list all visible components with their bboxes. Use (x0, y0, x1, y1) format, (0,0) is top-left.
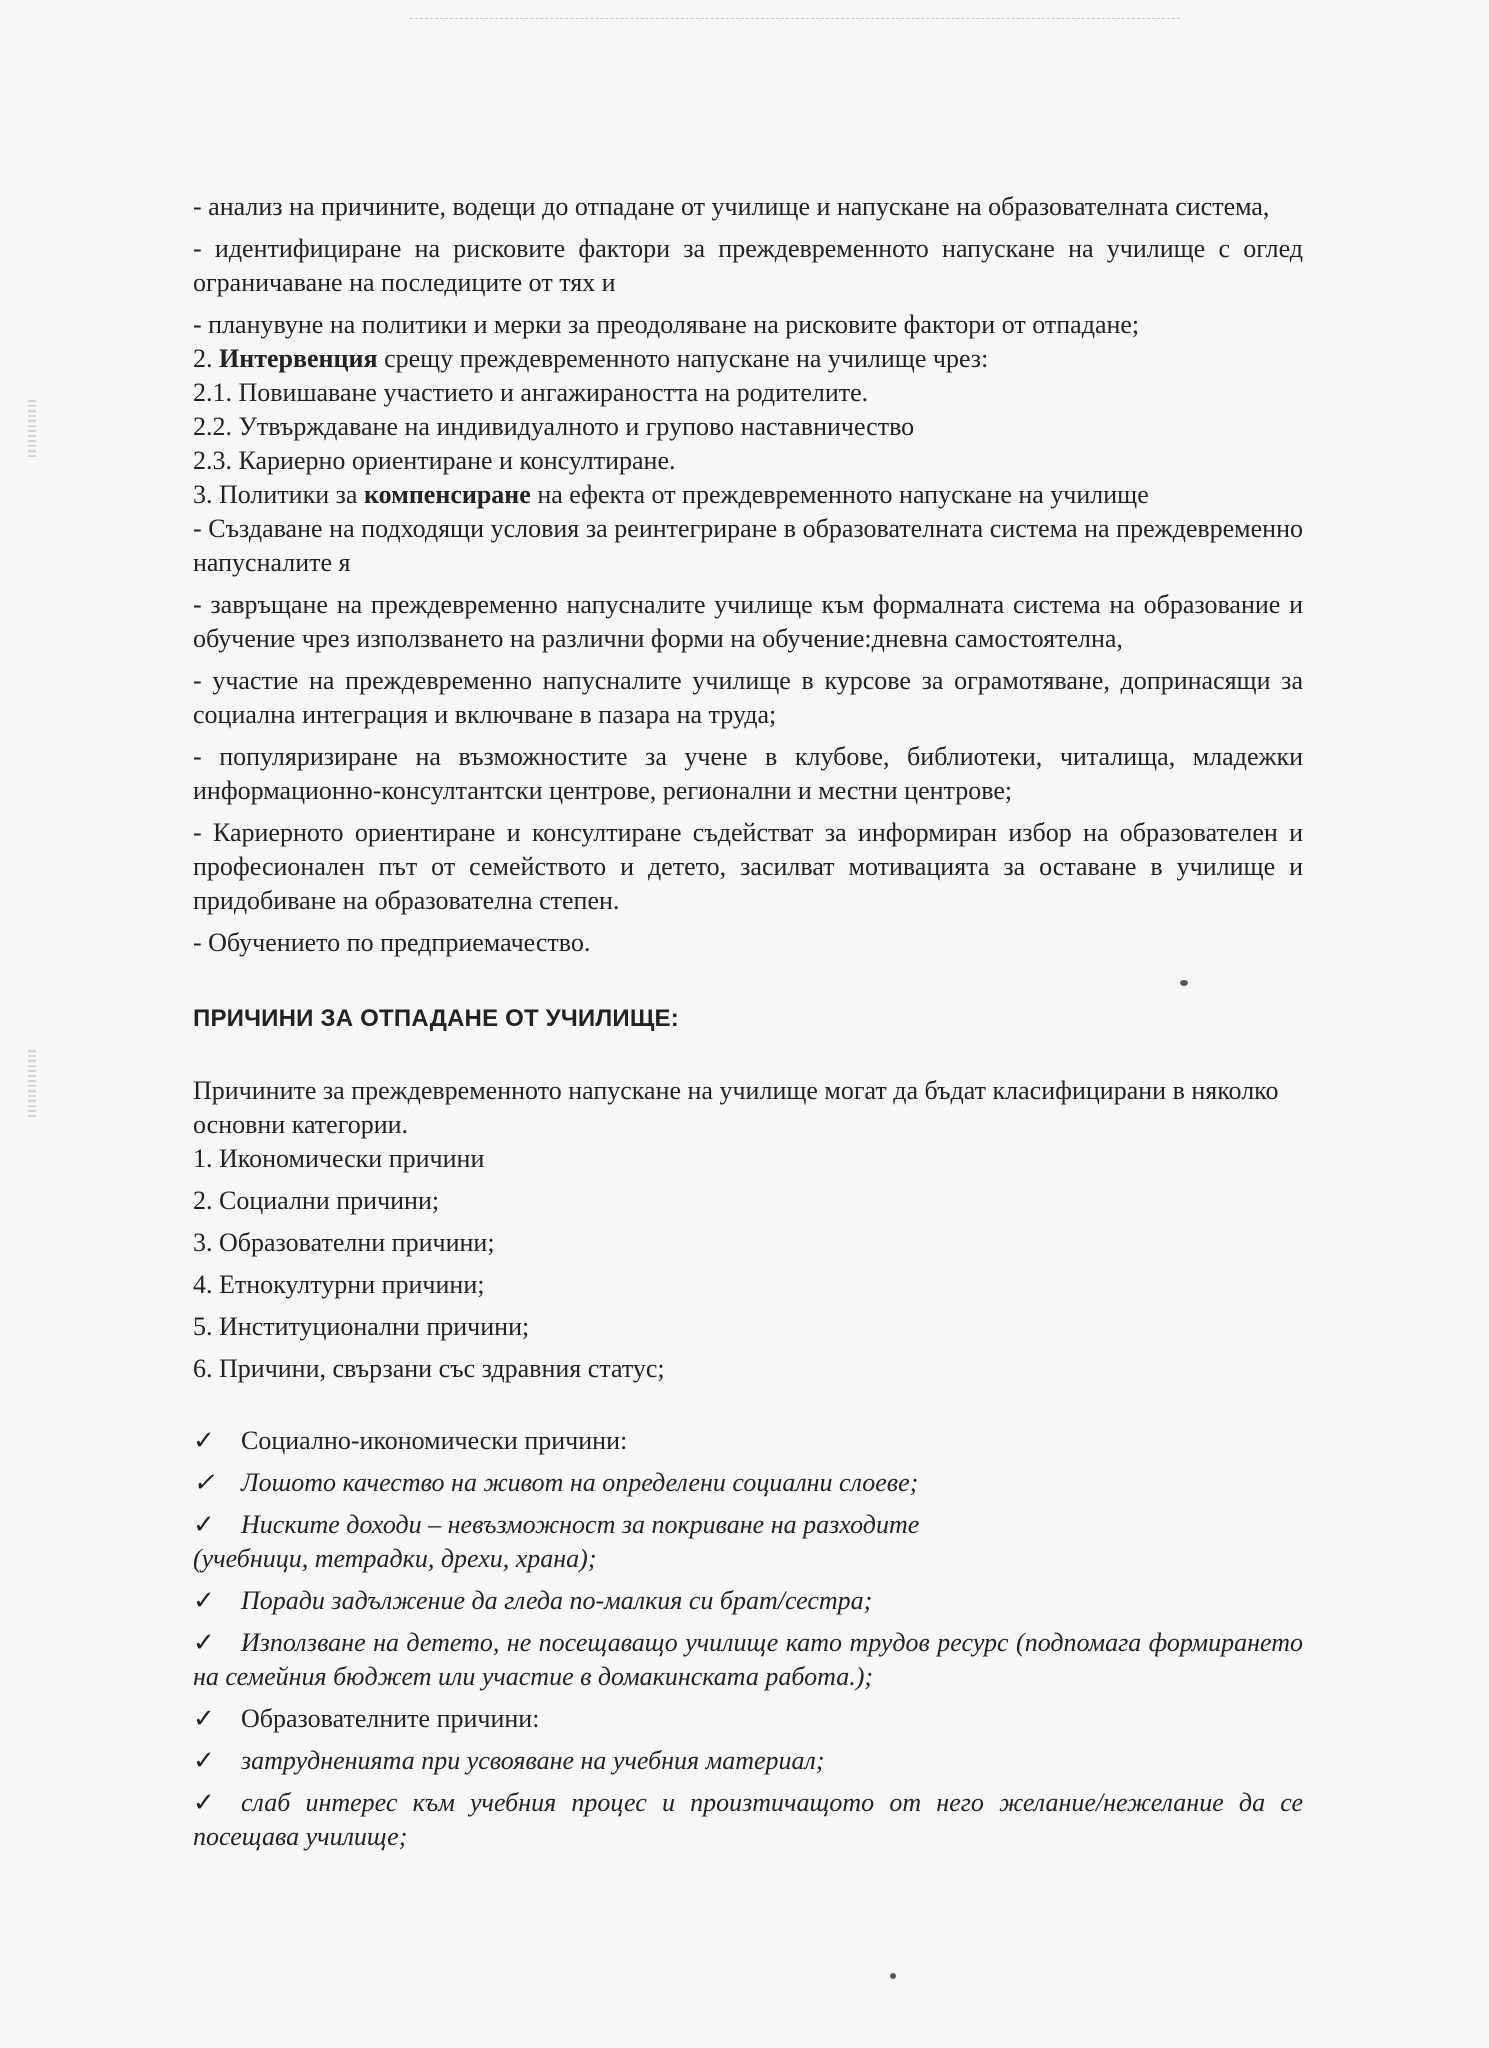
scan-edge-mark (28, 1050, 36, 1120)
scan-edge-mark (28, 400, 36, 460)
category-item: 6. Причини, свързани със здравния статус; (193, 1354, 665, 1383)
section-heading: ПРИЧИНИ ЗА ОТПАДАНЕ ОТ УЧИЛИЩЕ: (193, 1005, 679, 1032)
scan-speck (890, 1973, 896, 1979)
checkmark-icon: ✓ (193, 1788, 215, 1817)
paragraph: - участие на преждевременно напусналите училище в курсове за ограмотяване, допринасящи за социална интеграция и включване в пазара на труда; (193, 666, 1303, 729)
checkmark-icon: ✓ (193, 1628, 215, 1657)
checkmark-icon: ✓ (193, 1426, 215, 1455)
checklist-item: ✓ Лошото качество на живот на определени социални слоеве; (193, 1466, 1303, 1500)
document-body (193, 190, 1303, 1862)
paragraph: - Създаване на подходящи условия за реинтегриране в образователната система на преждевременно напусналите я (193, 514, 1303, 577)
checkmark-icon: ✓ (193, 1704, 215, 1733)
paragraph: - популяризиране на възможностите за учене в клубове, библиотеки, читалища, младежки информационно-консултантски центрове, регионални и местни центрове; (193, 742, 1303, 805)
checklist-continuation: (учебници, тетрадки, дрехи, храна); (193, 1544, 597, 1573)
checkmark-icon: ✓ (193, 1746, 215, 1775)
category-item: 5. Институционални причини; (193, 1312, 530, 1341)
category-item: 2. Социални причини; (193, 1186, 440, 1215)
checkmark-icon: ✓ (193, 1586, 215, 1615)
checklist-item: ✓ Поради задължение да гледа по-малкия си брат/сестра; (193, 1584, 1303, 1618)
paragraph: - планувуне на политики и мерки за преодоляване на рисковите фактори от отпадане; (193, 310, 1140, 339)
intervention-line: 2. Интервенция срещу преждевременното напускане на училище чрез: (193, 344, 989, 373)
paragraph: - Кариерното ориентиране и консултиране съдействат за информиран избор на образователен и професионален път от семейството и детето, засилват мотивацията за оставане в училище и придобиване на образователна степен. (193, 818, 1303, 915)
paragraph: - анализ на причините, водещи до отпадане от училище и напускане на образователната система, (193, 192, 1270, 221)
checkmark-icon: ✓ (193, 1510, 215, 1539)
scan-top-edge (410, 18, 1180, 19)
list-item: 2.1. Повишаване участието и ангажираността на родителите. (193, 378, 869, 407)
paragraph: - завръщане на преждевременно напусналите училище към формалната система на образование и обучение чрез използването на различни форми на обучение:дневна самостоятелна, (193, 590, 1303, 653)
category-item: 4. Етнокултурни причини; (193, 1270, 485, 1299)
checklist-item: ✓ Ниските доходи – невъзможност за покриване на разходите (193, 1508, 1303, 1542)
checklist-item: ✓ Социално-икономически причини: (193, 1424, 1303, 1458)
category-item: 1. Икономически причини (193, 1144, 485, 1173)
paragraph: - идентифициране на рисковите фактори за преждевременното напускане на училище с оглед ограничаване на последиците от тях и (193, 234, 1303, 297)
compensation-bold: компенсиране (363, 480, 531, 509)
list-item: 2.3. Кариерно ориентиране и консултиране. (193, 446, 676, 475)
paragraph: - Обучението по предприемачество. (193, 928, 591, 957)
compensation-line: 3. Политики за компенсиране на ефекта от преждевременното напускане на училище (193, 480, 1149, 509)
category-item: 3. Образователни причини; (193, 1228, 495, 1257)
list-item: 2.2. Утвърждаване на индивидуалното и групово наставничество (193, 412, 915, 441)
checklist-item: ✓ слаб интерес към учебния процес и произтичащото от него желание/нежелание да се посещава училище; (193, 1788, 1303, 1851)
checklist-item: ✓ Образователните причини: (193, 1702, 1303, 1736)
intro-paragraph: Причините за преждевременното напускане на училище могат да бъдат класифицирани в няколко основни категории. (193, 1076, 1279, 1139)
checklist-item: ✓ затрудненията при усвояване на учебния материал; (193, 1744, 1303, 1778)
checkmark-icon: ✓ (193, 1468, 215, 1497)
checklist-item: ✓ Използване на детето, не посещаващо училище като трудов ресурс (подпомага формирането на семейния бюджет или участие в домакинската работа.); (193, 1628, 1303, 1691)
intervention-bold: Интервенция (219, 344, 378, 373)
